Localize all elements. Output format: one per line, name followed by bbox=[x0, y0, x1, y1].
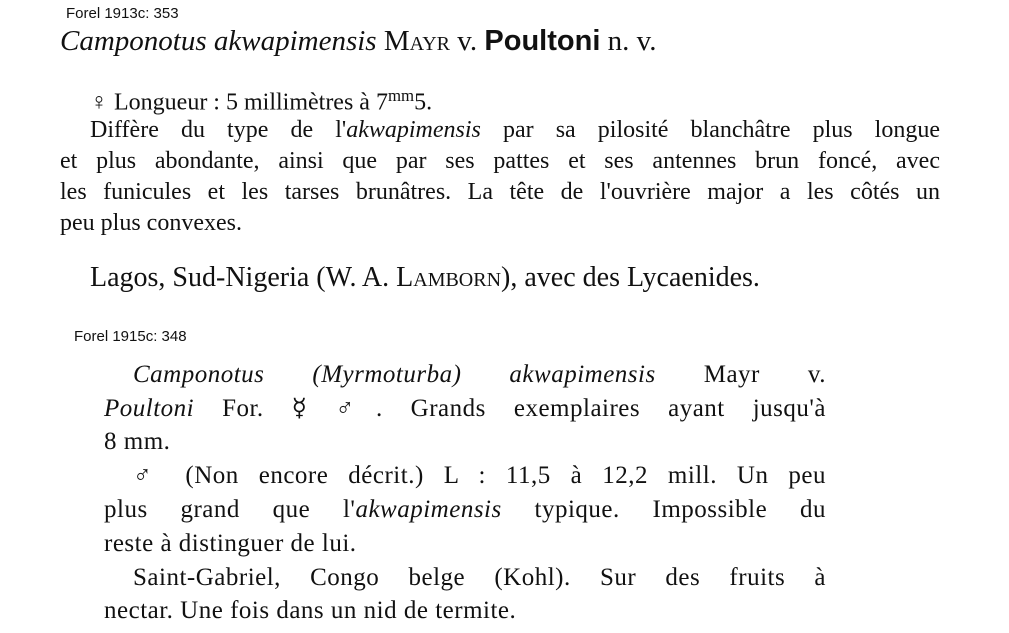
description-text: par sa pilosité blanchâtre plus longue bbox=[480, 117, 940, 143]
length-unit-sup: mm bbox=[387, 86, 415, 105]
citation-1913: Forel 1913c: 353 bbox=[66, 5, 179, 22]
length-tail: 5. bbox=[414, 89, 433, 116]
length-label: Longueur : bbox=[114, 89, 220, 116]
female-symbol-icon: ♀ bbox=[90, 89, 108, 116]
text-segment: typique. Impossible du bbox=[501, 496, 826, 523]
species-title-1913 bbox=[60, 27, 657, 56]
description-line: et plus abondante, ainsi que par ses pattes et ses antennes brun foncé, avec bbox=[60, 148, 940, 174]
locality-collector: Lamborn bbox=[396, 262, 502, 293]
title-variety-prefix: v. bbox=[457, 25, 478, 57]
text-line: Saint-Gabriel, Congo belge (Kohl). Sur des fruits à bbox=[133, 564, 826, 591]
length-value: 5 millimètres à 7 bbox=[225, 89, 388, 116]
text-line: reste à distinguer de lui. bbox=[104, 530, 357, 557]
text-segment: Mayr v. bbox=[655, 361, 826, 388]
text-segment: For. ☿ ♂. Grands exemplaires ayant jusqu'à bbox=[194, 395, 826, 422]
title-author: Mayr bbox=[383, 25, 451, 57]
species-name: Camponotus (Myrmoturba) akwapimensis bbox=[133, 361, 656, 388]
description-text: Diffère du type de l' bbox=[90, 117, 347, 143]
text-line: ♂ (Non encore décrit.) L : 11,5 à 12,2 mill. Un peu bbox=[133, 462, 826, 489]
length-line bbox=[90, 88, 432, 114]
text-line: nectar. Une fois dans un nid de termite. bbox=[104, 597, 517, 624]
description-line: les funicules et les tarses brunâtres. La tête de l'ouvrière major a les côtés un bbox=[60, 179, 940, 205]
text-segment: plus grand que l' bbox=[104, 496, 356, 523]
description-species: akwapimensis bbox=[346, 117, 481, 143]
species-name: akwapimensis bbox=[355, 496, 502, 523]
locality-text: ), avec des Lycaenides. bbox=[501, 262, 760, 293]
description-line: peu plus convexes. bbox=[60, 210, 242, 236]
locality-text: Lagos, Sud-Nigeria (W. A. bbox=[90, 262, 397, 293]
variety-name: Poultoni bbox=[104, 395, 195, 422]
text-line bbox=[133, 362, 826, 387]
text-line bbox=[104, 497, 826, 522]
text-line bbox=[104, 396, 826, 421]
title-status: n. v. bbox=[607, 25, 657, 57]
locality-line bbox=[90, 264, 760, 292]
title-variety: Poultoni bbox=[484, 25, 601, 57]
description-line bbox=[90, 118, 940, 142]
citation-1915: Forel 1915c: 348 bbox=[74, 328, 187, 345]
title-genus-species: Camponotus akwapimensis bbox=[60, 25, 377, 57]
text-line: 8 mm. bbox=[104, 428, 171, 455]
